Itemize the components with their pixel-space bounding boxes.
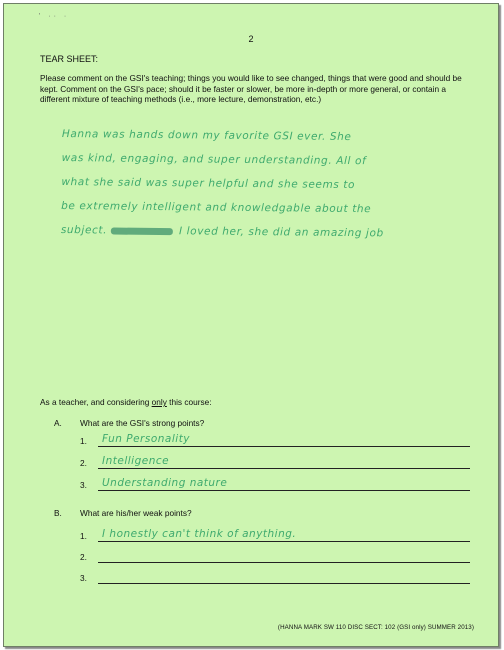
comment-line: Hanna was hands down my favorite GSI ever. She (61, 127, 352, 144)
evaluation-sheet (3, 3, 499, 647)
sheet-title: TEAR SHEET: (40, 54, 99, 64)
handwritten-comment (61, 122, 462, 246)
strong-point-answer: Understanding nature (102, 477, 228, 489)
comment-word-subject: subject. (60, 223, 108, 237)
strong-point-row: 3. Understanding nature (80, 477, 470, 491)
comment-line: was kind, engaging, and super understanding. All of (61, 151, 367, 168)
strong-point-answer: Fun Personality (102, 433, 191, 445)
weak-point-row: 2. (80, 549, 470, 563)
answer-line (98, 541, 470, 542)
instructions-text: Please comment on the GSI's teaching; things you would like to see changed, things that were good and should be kept. Comment on the GSI's pace; should it be faster or slower, be more in-depth or more general, or contain a different mixture of teaching methods (i.e., more lecture, demonstration, etc.) (40, 73, 462, 105)
scribble-mark (111, 227, 173, 235)
section-a-question: What are the GSI's strong points? (80, 418, 205, 428)
strong-point-row: 1. Fun Personality (80, 433, 470, 447)
comment-rest: I loved her, she did an amazing job (179, 225, 384, 240)
weak-point-row: 3. (80, 570, 470, 584)
scan-marks: ' ·· · (39, 13, 70, 20)
weak-point-answer: I honestly can't think of anything. (102, 528, 297, 540)
page-number: 2 (248, 34, 254, 44)
section-b-letter: B. (54, 508, 62, 518)
strong-point-answer: Intelligence (102, 455, 170, 467)
answer-line (98, 468, 470, 469)
weak-point-row: 1. I honestly can't think of anything. (80, 528, 470, 542)
comment-line: what she said was super helpful and she seems to (61, 175, 356, 192)
strong-point-row: 2. Intelligence (80, 455, 470, 469)
answer-line (98, 583, 470, 584)
answer-line (98, 562, 470, 563)
section-a-letter: A. (54, 418, 62, 428)
comment-line-last (61, 218, 461, 246)
answer-line (98, 490, 470, 491)
teacher-prompt: As a teacher, and considering only this course: (40, 397, 212, 407)
section-b-question: What are his/her weak points? (80, 508, 192, 518)
answer-line (98, 446, 470, 447)
form-footer: (HANNA MARK SW 110 DISC SECT: 102 (GSI only) SUMMER 2013) (277, 624, 474, 631)
comment-line: be extremely intelligent and knowledgable about the (61, 199, 372, 216)
